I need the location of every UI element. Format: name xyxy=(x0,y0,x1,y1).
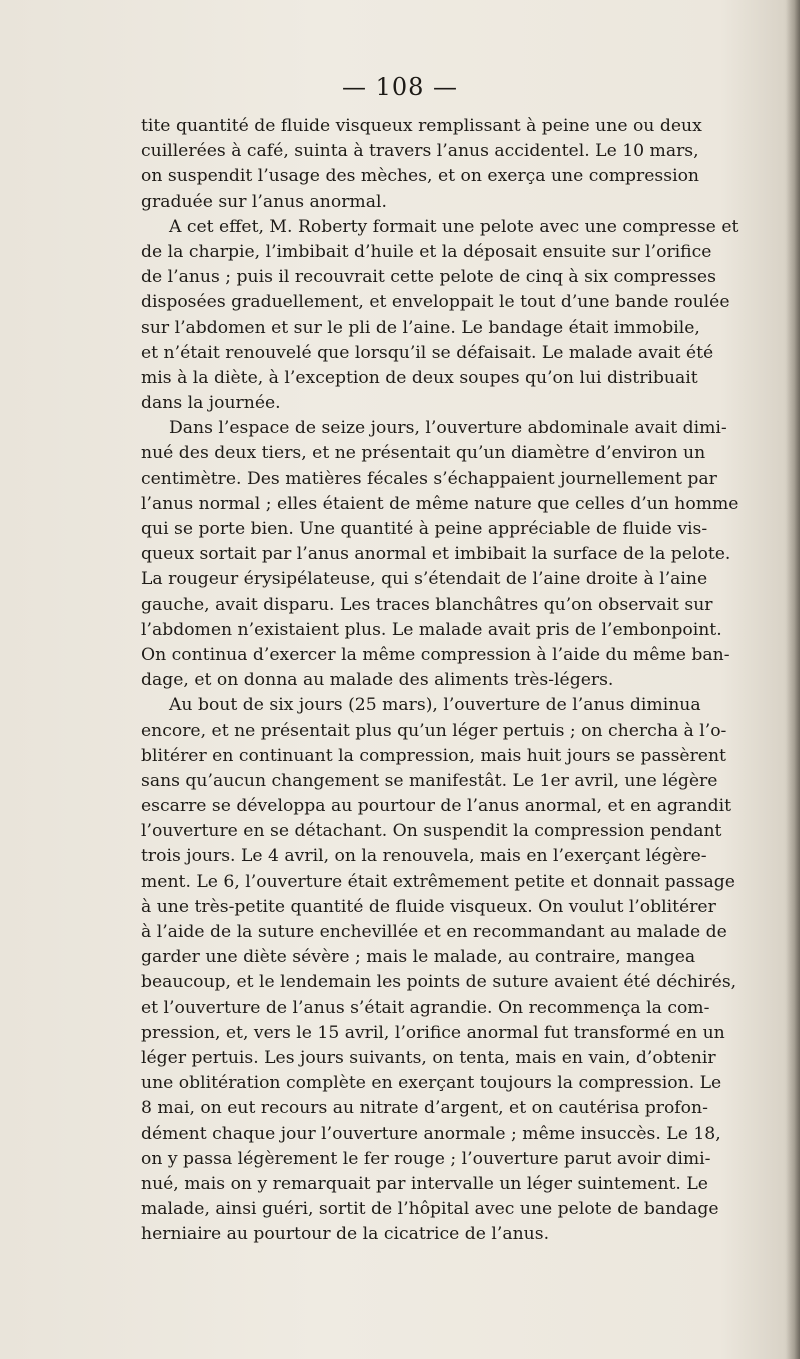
text-line: escarre se développa au pourtour de l’anus anormal, et en agrandit xyxy=(141,796,731,817)
text-line: beaucoup, et le lendemain les points de suture avaient été déchirés, xyxy=(141,972,737,993)
text-line: dément chaque jour l’ouverture anormale ; même insuccès. Le 18, xyxy=(141,1123,721,1144)
text-line: centimètre. Des matières fécales s’échappaient journellement par xyxy=(141,468,717,489)
text-line: herniaire au pourtour de la cicatrice de l’anus. xyxy=(141,1224,550,1245)
text-line: mis à la diète, à l’exception de deux soupes qu’on lui distribuait xyxy=(141,367,698,388)
text-line: on suspendit l’usage des mèches, et on exerça une compression xyxy=(141,166,699,187)
paragraph-start-line: Dans l’espace de seize jours, l’ouverture abdominale avait dimi- xyxy=(169,418,727,439)
text-line: gauche, avait disparu. Les traces blanchâtres qu’on observait sur xyxy=(141,594,713,615)
text-line: graduée sur l’anus anormal. xyxy=(141,191,387,212)
text-line: une oblitération complète en exerçant toujours la compression. Le xyxy=(141,1073,722,1094)
text-line: La rougeur érysipélateuse, qui s’étendait de l’aine droite à l’aine xyxy=(141,569,708,590)
text-line: de l’anus ; puis il recouvrait cette pelote de cinq à six compresses xyxy=(141,267,716,288)
text-line: garder une diète sévère ; mais le malade, au contraire, mangea xyxy=(141,947,696,968)
text-line: queux sortait par l’anus anormal et imbibait la surface de la pelote. xyxy=(141,544,731,565)
text-line: trois jours. Le 4 avril, on la renouvela, mais en l’exerçant légère- xyxy=(141,846,707,867)
text-line: et n’était renouvelé que lorsqu’il se défaisait. Le malade avait été xyxy=(141,342,714,363)
text-line: de la charpie, l’imbibait d’huile et la déposait ensuite sur l’orifice xyxy=(141,241,712,262)
page-number: — 108 — xyxy=(341,73,459,101)
text-line: et l’ouverture de l’anus s’était agrandie. On recommença la com- xyxy=(141,997,710,1018)
text-line: sur l’abdomen et sur le pli de l’aine. Le bandage était immobile, xyxy=(141,317,700,338)
text-line: blitérer en continuant la compression, mais huit jours se passèrent xyxy=(141,745,726,766)
text-line: qui se porte bien. Une quantité à peine appréciable de fluide vis- xyxy=(141,519,708,539)
text-line: nué des deux tiers, et ne présentait qu’un diamètre d’environ un xyxy=(141,443,706,464)
text-line: cuillerées à café, suinta à travers l’anus accidentel. Le 10 mars, xyxy=(141,141,699,162)
text-line: l’anus normal ; elles étaient de même nature que celles d’un homme xyxy=(141,493,739,514)
text-line: sans qu’aucun changement se manifestât. Le 1er avril, une légère xyxy=(141,770,718,791)
text-line: malade, ainsi guéri, sortit de l’hôpital avec une pelote de bandage xyxy=(141,1199,719,1220)
text-line: On continua d’exercer la même compression à l’aide du même ban- xyxy=(141,644,730,665)
text-line: léger pertuis. Les jours suivants, on tenta, mais en vain, d’obtenir xyxy=(141,1047,716,1068)
paragraph-start-line: Au bout de six jours (25 mars), l’ouverture de l’anus diminua xyxy=(169,695,701,716)
paragraph-start-line: A cet effet, M. Roberty formait une pelote avec une compresse et xyxy=(169,216,739,237)
text-line: pression, et, vers le 15 avril, l’orifice anormal fut transformé en un xyxy=(141,1022,725,1043)
text-line: dans la journée. xyxy=(141,393,281,414)
text-line: tite quantité de fluide visqueux remplissant à peine une ou deux xyxy=(141,116,702,136)
text-line: à l’aide de la suture enchevillée et en recommandant au malade de xyxy=(141,922,727,942)
text-line: dage, et on donna au malade des aliments très-légers. xyxy=(141,670,614,691)
text-line: 8 mai, on eut recours au nitrate d’argent, et on cautérisa profon- xyxy=(141,1098,708,1119)
text-line: à une très-petite quantité de fluide visqueux. On voulut l’oblitérer xyxy=(141,896,716,917)
text-line: on y passa légèrement le fer rouge ; l’ouverture parut avoir dimi- xyxy=(141,1148,711,1169)
text-line: ment. Le 6, l’ouverture était extrêmement petite et donnait passage xyxy=(141,871,735,892)
text-line: nué, mais on y remarquait par intervalle un léger suintement. Le xyxy=(141,1173,708,1194)
text-line: l’ouverture en se détachant. On suspendit la compression pendant xyxy=(141,821,722,842)
text-line: encore, et ne présentait plus qu’un léger pertuis ; on chercha à l’o- xyxy=(141,720,727,741)
text-line: l’abdomen n’existaient plus. Le malade avait pris de l’embonpoint. xyxy=(141,619,722,640)
text-line: disposées graduellement, et enveloppait le tout d’une bande roulée xyxy=(141,292,730,313)
body-text xyxy=(141,114,796,1247)
